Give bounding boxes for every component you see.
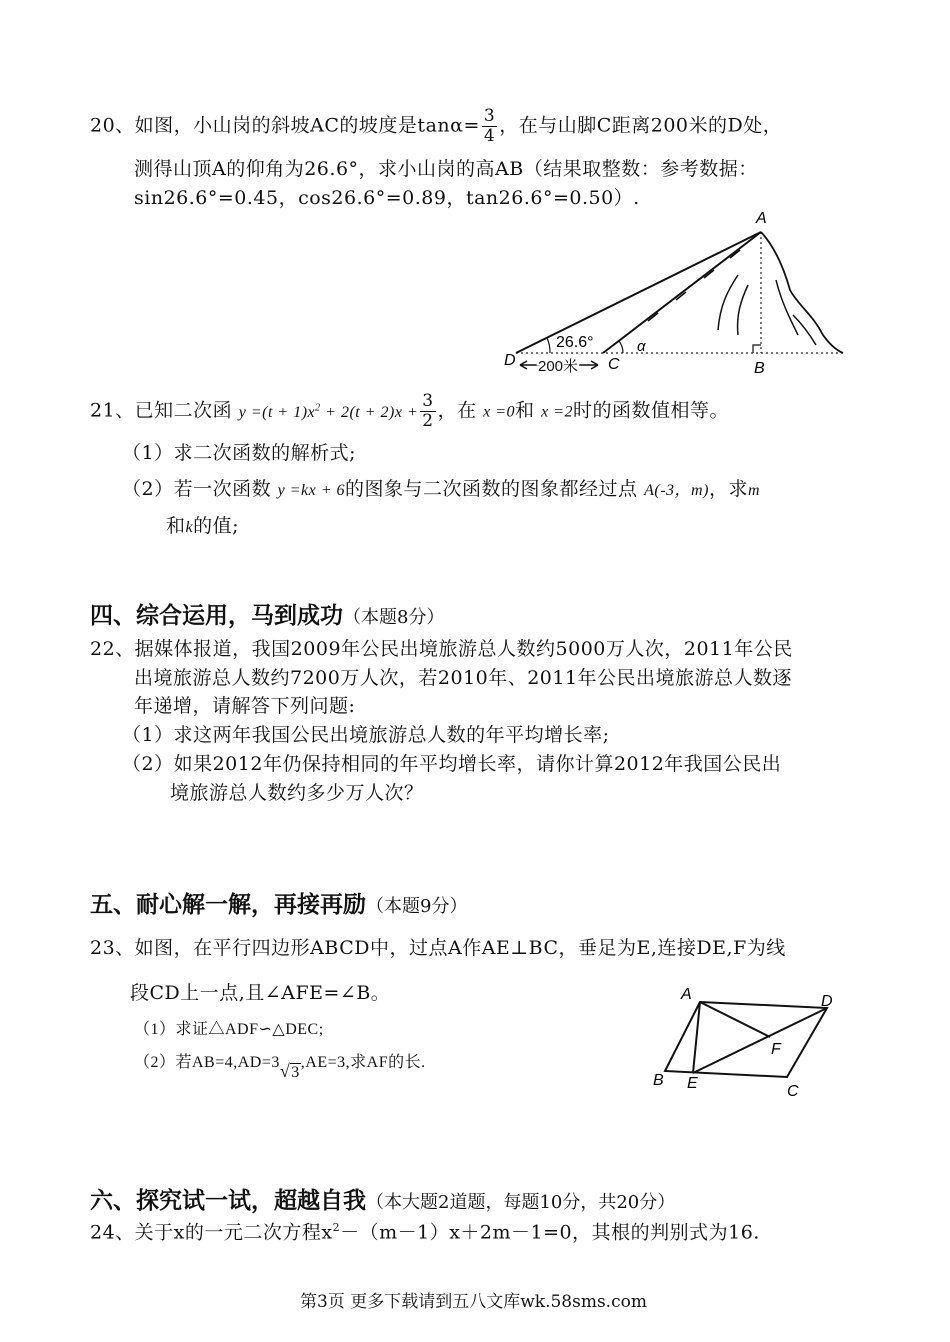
q23-line1: 23、如图，在平行四边形ABCD中，过点A作AE⊥BC，垂足为E,连接DE,F为线 <box>90 937 786 959</box>
fig20-distance: 200米 <box>538 358 579 375</box>
fig20-label-B: B <box>754 360 765 377</box>
section-4-heading: 四、综合运用，马到成功（本题8分） <box>90 603 445 629</box>
fig20-label-D: D <box>504 352 516 369</box>
q20-line2: 测得山顶A的仰角为26.6°，求小山岗的高AB（结果取整数：参考数据： <box>134 158 758 180</box>
q20-mountain-figure <box>498 205 848 380</box>
fig23-label-F: F <box>771 1041 781 1058</box>
q23-parallelogram-figure <box>645 982 865 1107</box>
q23-part1: （1）求证△ADF∽△DEC; <box>134 1021 324 1038</box>
fig20-label-C: C <box>608 356 620 373</box>
q24-line1: 24、关于x的一元二次方程$x^2-(m-1)x+2m-1=0$，其根的判别式为16. <box>90 1221 760 1244</box>
q20-fraction: $\frac{3}{4}$ <box>483 106 496 146</box>
fig20-angle: 26.6° <box>556 334 594 351</box>
q20-line1: 20、如图，小山岗的斜坡AC的坡度是tanα= $\frac{3}{4}$ ，在与山脚C距离200米的D处， <box>90 106 783 146</box>
fig23-label-B: B <box>653 1072 664 1089</box>
q23-line2: 段CD上一点,且∠AFE=∠B。 <box>130 982 391 1004</box>
q21-fraction: $\frac{3}{2}$ <box>422 391 434 431</box>
q21-part2-cont: 和k的值; <box>166 515 240 537</box>
fig23-label-A: A <box>681 986 692 1003</box>
fig23-label-E: E <box>687 1075 698 1092</box>
sqrt-symbol: √ <box>279 1061 291 1081</box>
q22-part2-cont: 境旅游总人数约多少万人次？ <box>170 782 424 804</box>
fig20-label-A: A <box>756 210 767 227</box>
page-footer: 第3页 更多下载请到五八文库wk.58sms.com <box>300 1292 647 1312</box>
q22-line2: 出境旅游总人数约7200万人次，若2010年、2011年公民出境旅游总人数逐 <box>134 667 793 689</box>
q21-part1: （1）求二次函数的解析式; <box>122 442 356 464</box>
fig23-label-D: D <box>821 993 833 1010</box>
q22-part2: （2）如果2012年仍保持相同的年平均增长率，请你计算2012年我国公民出 <box>122 753 782 775</box>
q20-line3: sin26.6°=0.45，cos26.6°=0.89，tan26.6°=0.50）. <box>134 187 640 209</box>
q22-line3: 年递增，请解答下列问题: <box>134 695 356 717</box>
section-6-heading: 六、探究试一试，超越自我（本大题2道题，每题10分，共20分） <box>90 1188 676 1214</box>
q23-part2: （2）若AB=4,AD=3√3,AE=3,求AF的长. <box>134 1054 426 1081</box>
fig20-alpha: α <box>637 338 646 355</box>
section-5-heading: 五、耐心解一解，再接再励（本题9分） <box>90 892 468 918</box>
fig23-label-C: C <box>787 1083 799 1100</box>
q22-part1: （1）求这两年我国公民出境旅游总人数的年平均增长率; <box>122 724 610 746</box>
q22-line1: 22、据媒体报道，我国2009年公民出境旅游总人数约5000万人次，2011年公民 <box>90 638 793 660</box>
q21-stem: 21、已知二次函 $y =(t + 1)x^2 + 2(t + 2)x$ + $\frac{3}{2}$ ，在 x =0和 x =2时的函数值相等。 <box>90 391 730 431</box>
q21-part2: （2）若一次函数 y =kx + 6的图象与二次函数的图象都经过点 A(-3，m)，求m <box>122 478 761 500</box>
